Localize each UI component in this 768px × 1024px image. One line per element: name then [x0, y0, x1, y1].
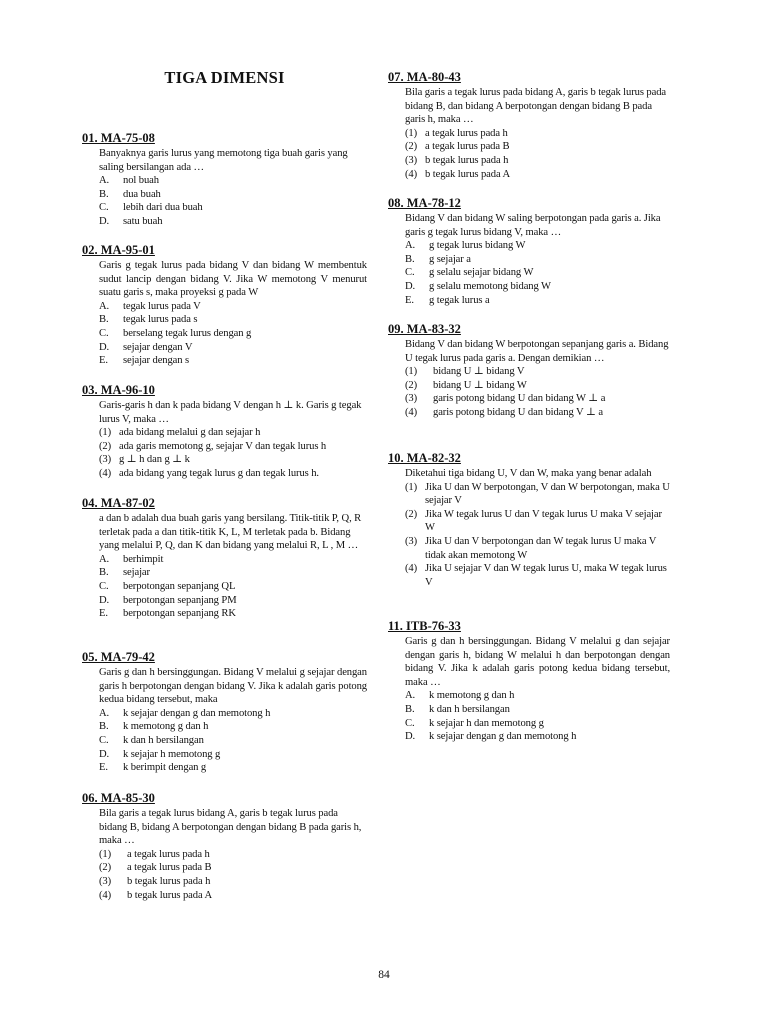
- problem-title: 04. MA-87-02: [82, 496, 155, 510]
- problem-10: [388, 449, 670, 589]
- option-text: tegak lurus pada s: [123, 314, 198, 326]
- option-text: dua buah: [123, 188, 161, 200]
- problem-06: [82, 789, 367, 902]
- option-label: (2): [99, 862, 112, 874]
- option-text: k sejajar h dan memotong g: [429, 717, 544, 729]
- problem-title: 06. MA-85-30: [82, 791, 155, 805]
- option-label: C.: [99, 734, 109, 746]
- option-label: (3): [99, 875, 112, 887]
- option-item: [388, 168, 670, 182]
- option-item: [388, 406, 670, 420]
- option-label: (3): [405, 154, 418, 166]
- option-item: [388, 717, 670, 731]
- option-text: berpotongan sepanjang RK: [123, 608, 236, 620]
- option-label: C.: [99, 327, 109, 339]
- option-item: [82, 215, 367, 229]
- option-list: [82, 848, 367, 902]
- option-label: (1): [99, 427, 112, 439]
- problem-title: 02. MA-95-01: [82, 243, 155, 257]
- page-title: TIGA DIMENSI: [164, 68, 285, 87]
- option-item: [82, 734, 367, 748]
- option-text: Jika U sejajar V dan W tegak lurus U, maka W tegak lurus V: [425, 563, 667, 588]
- option-item: [82, 354, 367, 368]
- option-text: berpotongan sepanjang PM: [123, 594, 237, 606]
- problem-title: 10. MA-82-32: [388, 451, 461, 465]
- option-label: D.: [99, 215, 110, 227]
- option-label: B.: [99, 721, 109, 733]
- option-item: [82, 761, 367, 775]
- option-item: [388, 140, 670, 154]
- option-label: A.: [405, 240, 416, 252]
- option-label: (1): [405, 127, 418, 139]
- option-item: [82, 327, 367, 341]
- option-item: [82, 720, 367, 734]
- problem-09: [388, 320, 670, 420]
- problem-stem: a dan b adalah dua buah garis yang bersilang. Titik-titik P, Q, R terletak pada a dan titik-titik K, L, M terletak pada b. Bidang yang melalui P, Q, dan K dan bidang yang melalui R, L , M …: [99, 513, 362, 552]
- option-list: [388, 239, 670, 307]
- option-label: A.: [99, 175, 110, 187]
- option-text: berhimpit: [123, 553, 164, 565]
- option-text: g tegak lurus a: [429, 294, 490, 306]
- option-item: [388, 481, 670, 508]
- option-text: g selalu sejajar bidang W: [429, 267, 534, 279]
- option-text: k berimpit dengan g: [123, 762, 207, 774]
- option-text: a tegak lurus pada B: [425, 141, 510, 153]
- option-label: (4): [405, 168, 418, 180]
- option-item: [388, 379, 670, 393]
- option-label: E.: [99, 355, 108, 367]
- problem-03: [82, 381, 367, 481]
- problem-title: 11. ITB-76-33: [388, 619, 461, 633]
- option-text: k sejajar dengan g dan memotong h: [429, 731, 577, 743]
- option-text: ada bidang yang tegak lurus g dan tegak lurus h.: [119, 467, 319, 479]
- option-text: satu buah: [123, 215, 163, 227]
- option-item: [388, 562, 670, 589]
- problem-stem: Diketahui tiga bidang U, V dan W, maka yang benar adalah: [405, 468, 652, 479]
- option-text: bidang U ⊥ bidang W: [433, 379, 527, 391]
- option-label: D.: [405, 280, 416, 292]
- problem-11: [388, 617, 670, 744]
- option-item: [388, 392, 670, 406]
- option-label: A.: [99, 553, 110, 565]
- option-label: A.: [99, 300, 110, 312]
- option-text: Jika W tegak lurus U dan V tegak lurus U maka V sejajar W: [425, 508, 662, 534]
- option-text: berselang tegak lurus dengan g: [123, 327, 252, 339]
- option-text: ada bidang melalui g dan sejajar h: [119, 427, 261, 439]
- option-label: (2): [99, 440, 112, 452]
- problem-title: 03. MA-96-10: [82, 383, 155, 397]
- option-item: [82, 300, 367, 314]
- option-text: tegak lurus pada V: [123, 300, 201, 312]
- option-label: C.: [405, 267, 415, 279]
- option-item: [82, 566, 367, 580]
- option-item: [82, 707, 367, 721]
- problem-title: 07. MA-80-43: [388, 70, 461, 84]
- problem-stem: Bidang V dan bidang W berpotongan sepanjang garis a. Bidang U tegak lurus pada garis a. Dengan demikian …: [405, 339, 669, 364]
- option-text: g ⊥ h dan g ⊥ k: [119, 454, 190, 466]
- option-text: nol buah: [123, 175, 159, 187]
- problem-stem: Bila garis a tegak lurus bidang A, garis b tegak lurus pada bidang B, bidang A berpotongan dengan bidang B pada garis h, maka …: [99, 808, 362, 847]
- problem-title: 09. MA-83-32: [388, 322, 461, 336]
- option-label: (1): [405, 366, 418, 378]
- option-label: D.: [99, 341, 110, 353]
- option-item: [388, 253, 670, 267]
- option-list: [388, 481, 670, 590]
- option-item: [388, 280, 670, 294]
- option-list: [82, 426, 367, 480]
- option-list: [82, 174, 367, 228]
- option-item: [82, 453, 367, 467]
- problem-stem: Garis g dan h bersinggungan. Bidang V melalui g dan sejajar dengan garis h, bidang W melalui h dan berpotongan dengan bidang V. Jika k adalah garis potong kedua bidang tersebut, maka …: [405, 636, 670, 688]
- problem-stem: Bila garis a tegak lurus pada bidang A, garis b tegak lurus pada bidang B, dan bidang A berpotongan dengan bidang B pada garis h, maka …: [405, 87, 667, 126]
- option-item: [388, 703, 670, 717]
- option-item: [82, 467, 367, 481]
- option-label: (3): [405, 393, 418, 405]
- option-label: (2): [405, 508, 418, 520]
- option-label: E.: [405, 294, 414, 306]
- option-text: a tegak lurus pada B: [127, 862, 212, 874]
- option-text: garis potong bidang U dan bidang V ⊥ a: [433, 406, 603, 418]
- option-text: g tegak lurus bidang W: [429, 240, 526, 252]
- option-text: b tegak lurus pada h: [127, 875, 211, 887]
- page-number: 84: [378, 969, 390, 981]
- problem-title: 05. MA-79-42: [82, 650, 155, 664]
- option-label: (3): [99, 454, 112, 466]
- problem-stem: Banyaknya garis lurus yang memotong tiga buah garis yang saling bersilangan ada …: [99, 148, 348, 173]
- option-label: E.: [99, 608, 108, 620]
- problem-04: [82, 494, 367, 621]
- option-item: [82, 748, 367, 762]
- option-text: lebih dari dua buah: [123, 202, 203, 214]
- option-item: [388, 535, 670, 562]
- option-text: garis potong bidang U dan bidang W ⊥ a: [433, 393, 606, 405]
- option-label: (3): [405, 535, 418, 547]
- option-label: (2): [405, 379, 418, 391]
- option-text: ada garis memotong g, sejajar V dan tegak lurus h: [119, 440, 327, 452]
- option-text: g sejajar a: [429, 253, 471, 265]
- option-label: A.: [405, 690, 416, 702]
- option-text: b tegak lurus pada h: [425, 154, 509, 166]
- problem-stem: Bidang V dan bidang W saling berpotongan pada garis a. Jika garis g tegak lurus bidang V, maka …: [405, 213, 661, 238]
- option-item: [82, 861, 367, 875]
- option-list: [82, 707, 367, 775]
- option-label: (4): [405, 563, 418, 575]
- option-list: [388, 365, 670, 419]
- option-label: C.: [99, 580, 109, 592]
- option-text: k dan h bersilangan: [123, 734, 204, 746]
- option-label: A.: [99, 707, 110, 719]
- option-label: C.: [99, 202, 109, 214]
- option-label: B.: [405, 703, 415, 715]
- option-list: [82, 553, 367, 621]
- option-text: k memotong g dan h: [429, 690, 515, 702]
- option-label: (4): [99, 467, 112, 479]
- option-text: berpotongan sepanjang QL: [123, 580, 236, 592]
- option-item: [388, 508, 670, 535]
- option-item: [388, 365, 670, 379]
- problem-title: 01. MA-75-08: [82, 131, 155, 145]
- option-label: B.: [99, 567, 109, 579]
- option-label: D.: [99, 748, 110, 760]
- option-label: B.: [99, 188, 109, 200]
- option-item: [388, 127, 670, 141]
- option-item: [388, 294, 670, 308]
- option-item: [82, 889, 367, 903]
- problem-title: 08. MA-78-12: [388, 196, 461, 210]
- option-label: (1): [405, 481, 418, 493]
- option-item: [388, 154, 670, 168]
- option-item: [82, 553, 367, 567]
- option-item: [82, 607, 367, 621]
- option-text: Jika U dan V berpotongan dan W tegak lurus U maka V tidak akan memotong W: [425, 535, 657, 561]
- option-text: a tegak lurus pada h: [425, 127, 508, 139]
- option-label: B.: [99, 314, 109, 326]
- option-label: E.: [99, 762, 108, 774]
- problem-02: [82, 241, 367, 368]
- option-text: bidang U ⊥ bidang V: [433, 366, 525, 378]
- option-text: sejajar dengan V: [123, 341, 193, 353]
- option-item: [82, 848, 367, 862]
- option-text: k dan h bersilangan: [429, 703, 510, 715]
- option-text: b tegak lurus pada A: [425, 168, 511, 180]
- option-text: g selalu memotong bidang W: [429, 280, 551, 292]
- option-text: k sejajar h memotong g: [123, 748, 221, 760]
- problem-stem: Garis g dan h bersinggungan. Bidang V melalui g sejajar dengan garis h berpotongan dengan bidang V. Jika k adalah garis potong kedua bidang tersebut, maka: [99, 667, 367, 706]
- problem-07: [388, 68, 670, 181]
- problem-01: [82, 129, 367, 229]
- option-label: D.: [405, 731, 416, 743]
- option-label: (4): [99, 889, 112, 901]
- option-label: (4): [405, 406, 418, 418]
- option-item: [82, 201, 367, 215]
- option-item: [82, 440, 367, 454]
- option-item: [388, 730, 670, 744]
- option-item: [82, 426, 367, 440]
- option-text: sejajar dengan s: [123, 355, 190, 367]
- option-label: B.: [405, 253, 415, 265]
- option-label: (2): [405, 141, 418, 153]
- problem-05: [82, 648, 367, 775]
- option-item: [388, 266, 670, 280]
- option-item: [82, 313, 367, 327]
- option-item: [388, 239, 670, 253]
- option-item: [82, 188, 367, 202]
- option-text: k sejajar dengan g dan memotong h: [123, 707, 271, 719]
- option-list: [388, 689, 670, 743]
- option-list: [388, 127, 670, 181]
- option-item: [82, 174, 367, 188]
- option-text: Jika U dan W berpotongan, V dan W berpotongan, maka U sejajar V: [425, 481, 670, 507]
- option-list: [82, 300, 367, 368]
- option-item: [82, 580, 367, 594]
- option-label: D.: [99, 594, 110, 606]
- problem-stem: Garis-garis h dan k pada bidang V dengan h ⊥ k. Garis g tegak lurus V, maka …: [99, 400, 362, 425]
- option-label: (1): [99, 848, 112, 860]
- problem-08: [388, 194, 670, 307]
- option-text: a tegak lurus pada h: [127, 848, 210, 860]
- option-item: [82, 875, 367, 889]
- option-text: b tegak lurus pada A: [127, 889, 213, 901]
- option-label: C.: [405, 717, 415, 729]
- option-item: [82, 594, 367, 608]
- option-item: [388, 689, 670, 703]
- option-text: k memotong g dan h: [123, 721, 209, 733]
- option-text: sejajar: [123, 567, 150, 579]
- option-item: [82, 341, 367, 355]
- problem-stem: Garis g tegak lurus pada bidang V dan bidang W membentuk sudut lancip dengan bidang V. Jika W memotong V menurut suatu garis s, maka proyeksi g pada W: [99, 260, 367, 299]
